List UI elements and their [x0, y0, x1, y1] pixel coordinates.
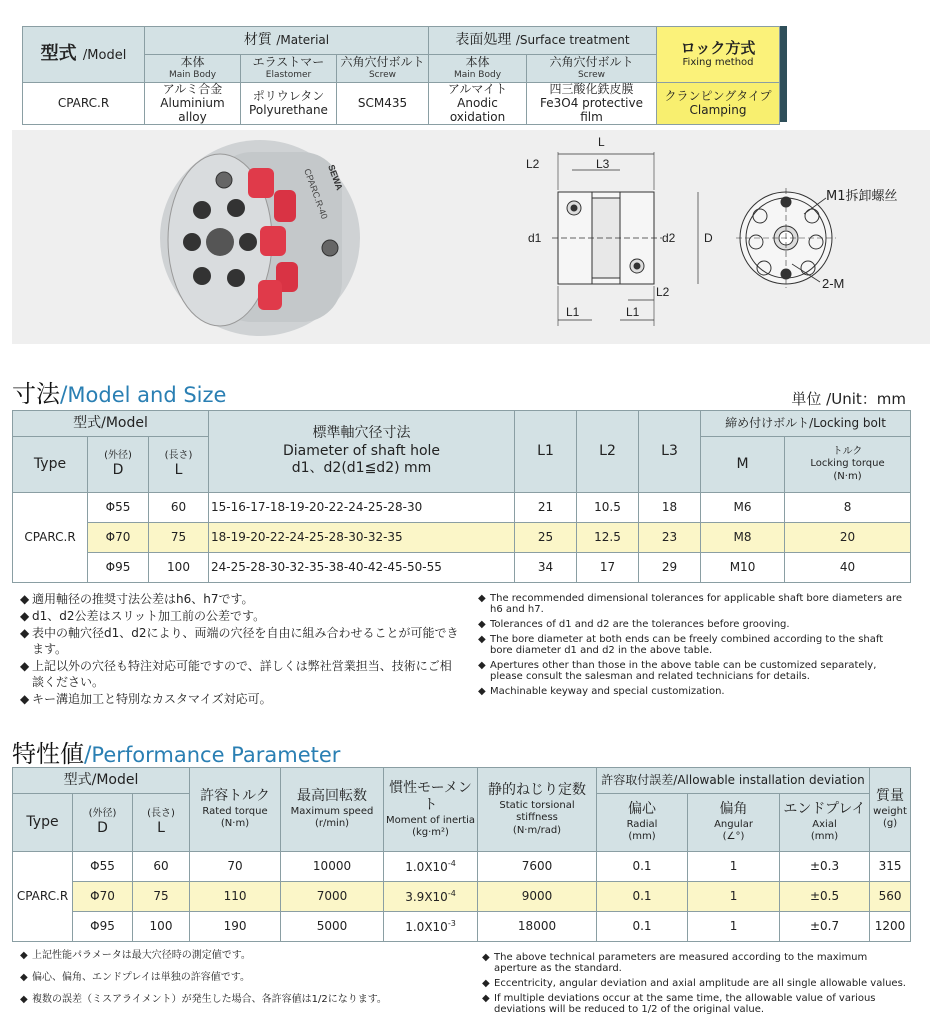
perf-cell: $1.0X10^{-3}$	[384, 912, 478, 942]
label-d1: d1	[528, 231, 542, 245]
note-item: ◆ Tolerances of d1 and d2 are the tolerances before grooving.	[478, 619, 790, 630]
size-cell: 34	[515, 553, 577, 583]
perf-cell: 0.1	[597, 852, 688, 882]
note-item: ◆ 上記以外の穴径も特注対応可能ですので、詳しくは弊社営業担当、技術にご相談ください。	[20, 659, 452, 689]
perf-cell: ±0.7	[780, 912, 870, 942]
perf-notes-en	[482, 952, 912, 1019]
perf-h-len: (長さ) L	[133, 794, 190, 852]
size-table	[12, 410, 911, 583]
table-row	[13, 912, 911, 942]
size-cell: 15-16-17-18-19-20-22-24-25-28-30	[209, 493, 515, 523]
sub-screw: 六角穴付ボルト Screw	[337, 55, 429, 83]
perf-cell: 10000	[281, 852, 384, 882]
mat-fixing: クランピングタイプ Clamping	[657, 83, 780, 125]
size-h-l3: L3	[639, 411, 701, 493]
size-cell: 18-19-20-22-24-25-28-30-32-35	[209, 523, 515, 553]
size-cell: M8	[701, 523, 785, 553]
mat-elastomer: ポリウレタン Polyurethane	[241, 83, 337, 125]
table-row	[13, 493, 911, 523]
mat-surf-body: アルマイト Anodic oxidation	[429, 83, 527, 125]
material-table-wrap	[22, 26, 787, 122]
front-view-drawing	[736, 188, 836, 288]
size-h-od: (外径) D	[88, 437, 149, 493]
unit-label: 単位 /Unit：mm	[791, 390, 906, 408]
perf-cell: 75	[133, 882, 190, 912]
size-cell: Φ95	[88, 553, 149, 583]
product-marking: CPARC.R-40	[302, 167, 330, 221]
note-item: ◆ 偏心、偏角、エンドプレイは単独の許容値です。	[20, 972, 250, 983]
note-item: ◆ The above technical parameters are measured according to the maximum aperture as the standard.	[482, 952, 868, 974]
perf-heading: 特性値/Performance Parameter	[12, 740, 341, 768]
size-h-torque: トルク Locking torque (N·m)	[785, 437, 911, 493]
size-cell: 40	[785, 553, 911, 583]
sub-surface-screw: 六角穴付ボルト Screw	[527, 55, 657, 83]
size-h-bolt: 締め付けボルト/Locking bolt	[701, 411, 911, 437]
size-cell: 20	[785, 523, 911, 553]
product-image-panel	[12, 130, 930, 344]
size-notes-en	[478, 593, 908, 701]
perf-cell: 1	[688, 882, 780, 912]
size-cell: M6	[701, 493, 785, 523]
size-cell: 75	[149, 523, 209, 553]
note-item: ◆ The bore diameter at both ends can be freely combined according to the shaft bore diameter d1 and d2 in the above table.	[478, 634, 884, 656]
note-item: ◆ Apertures other than those in the above table can be customized separately, please consult the salesman and related technicians for details.	[478, 660, 877, 682]
perf-cell: $1.0X10^{-4}$	[384, 852, 478, 882]
perf-cell: 560	[870, 882, 911, 912]
note-item: ◆ 上記性能パラメータは最大穴径時の測定値です。	[20, 950, 251, 961]
perf-h-speed: 最高回転数 Maximum speed (r/min)	[281, 768, 384, 852]
perf-h-dev: 許容取付誤差/Allowable installation deviation	[597, 768, 870, 794]
sub-main-body: 本体 Main Body	[145, 55, 241, 83]
perf-h-model: 型式/Model	[13, 768, 190, 794]
size-h-l1: L1	[515, 411, 577, 493]
coupling-photo	[160, 140, 360, 336]
size-cell: 29	[639, 553, 701, 583]
label-D: D	[704, 231, 713, 245]
perf-h-radial: 偏心 Radial (mm)	[597, 794, 688, 852]
material-table	[22, 26, 780, 125]
size-cell: Φ55	[88, 493, 149, 523]
label-2M: 2-M	[822, 276, 845, 291]
size-cell: Φ70	[88, 523, 149, 553]
size-cell: 18	[639, 493, 701, 523]
label-L: L	[598, 135, 605, 149]
label-M1: M1拆卸螺丝	[826, 189, 898, 204]
label-L1b: L1	[626, 305, 640, 319]
note-item: ◆ Eccentricity, angular deviation and axial amplitude are all single allowable values.	[482, 978, 906, 989]
size-cell: 12.5	[577, 523, 639, 553]
perf-table	[12, 767, 911, 942]
label-L1a: L1	[566, 305, 580, 319]
mat-screw: SCM435	[337, 83, 429, 125]
side-view-drawing	[552, 152, 698, 326]
perf-cell: 315	[870, 852, 911, 882]
perf-cell: 1	[688, 852, 780, 882]
size-heading: 寸法/Model and Size	[12, 380, 227, 408]
perf-h-stiff: 静的ねじり定数 Static torsional stiffness (N·m/rad)	[478, 768, 597, 852]
size-h-shaft: 標準軸穴径寸法 Diameter of shaft hole d1、d2(d1≦d2) mm	[209, 411, 515, 493]
perf-type: CPARC.R	[13, 852, 73, 942]
perf-cell: 7000	[281, 882, 384, 912]
perf-h-inertia: 慣性モーメント Moment of inertia (kg·m²)	[384, 768, 478, 852]
perf-h-weight: 質量 weight (g)	[870, 768, 911, 852]
perf-cell: 1200	[870, 912, 911, 942]
perf-cell: $3.9X10^{-4}$	[384, 882, 478, 912]
perf-cell: ±0.5	[780, 882, 870, 912]
model-header: 型式 /Model	[23, 27, 145, 83]
note-item: ◆ 表中の軸穴径d1、d2により、両端の穴径を自由に組み合わせることが可能できます。	[20, 626, 459, 656]
perf-cell: 110	[190, 882, 281, 912]
note-item: ◆ 複数の誤差（ミスアライメント）が発生した場合、各許容値は1/2になります。	[20, 994, 387, 1005]
note-item: ◆ 適用軸径の推奨寸法公差はh6、h7です。	[20, 592, 254, 606]
note-item: ◆ d1、d2公差はスリット加工前の公差です。	[20, 609, 266, 623]
size-h-type: Type	[13, 437, 88, 493]
perf-cell: 0.1	[597, 882, 688, 912]
size-cell: 10.5	[577, 493, 639, 523]
size-cell: 21	[515, 493, 577, 523]
perf-cell: 9000	[478, 882, 597, 912]
sub-surface-body: 本体 Main Body	[429, 55, 527, 83]
table-row	[13, 523, 911, 553]
surface-header: 表面処理 /Surface treatment	[429, 27, 657, 55]
note-item: ◆ The recommended dimensional tolerances for applicable shaft bore diameters are h6 and h7.	[478, 593, 903, 615]
note-item: ◆ Machinable keyway and special customization.	[478, 686, 725, 697]
product-drawing	[12, 130, 930, 344]
perf-cell: Φ70	[73, 882, 133, 912]
perf-cell: Φ95	[73, 912, 133, 942]
perf-cell: 0.1	[597, 912, 688, 942]
size-cell: M10	[701, 553, 785, 583]
perf-cell: 1	[688, 912, 780, 942]
size-notes-jp	[20, 591, 460, 708]
note-item: ◆ If multiple deviations occur at the same time, the allowable value of various deviations will be reduced to 1/2 of the original value.	[482, 993, 876, 1015]
perf-cell: Φ55	[73, 852, 133, 882]
perf-cell: 7600	[478, 852, 597, 882]
perf-h-torque: 許容トルク Rated torque (N·m)	[190, 768, 281, 852]
mat-body: アルミ合金 Aluminium alloy	[145, 83, 241, 125]
label-L2: L2	[526, 157, 540, 171]
perf-cell: 60	[133, 852, 190, 882]
sub-elastomer: エラストマー Elastomer	[241, 55, 337, 83]
perf-notes-jp	[20, 950, 480, 1007]
size-type: CPARC.R	[13, 493, 88, 583]
table-row	[13, 852, 911, 882]
perf-cell: 190	[190, 912, 281, 942]
perf-cell: 18000	[478, 912, 597, 942]
mat-surf-screw: 四三酸化鉄皮膜 Fe3O4 protective film	[527, 83, 657, 125]
size-h-len: (長さ) L	[149, 437, 209, 493]
size-h-l2: L2	[577, 411, 639, 493]
table-row	[13, 553, 911, 583]
material-header: 材質 /Material	[145, 27, 429, 55]
size-cell: 17	[577, 553, 639, 583]
perf-h-od: (外径) D	[73, 794, 133, 852]
label-L2b: L2	[656, 285, 670, 299]
perf-h-angular: 偏角 Angular (∠°)	[688, 794, 780, 852]
size-cell: 8	[785, 493, 911, 523]
table-row	[13, 882, 911, 912]
mat-model: CPARC.R	[23, 83, 145, 125]
size-h-model: 型式/Model	[13, 411, 209, 437]
note-item: ◆ キー溝追加工と特別なカスタマイズ対応可。	[20, 692, 272, 706]
fixing-header: ロック方式 Fixing method	[657, 27, 780, 83]
perf-h-axial: エンドプレイ Axial (mm)	[780, 794, 870, 852]
label-L3: L3	[596, 157, 610, 171]
label-d2: d2	[662, 231, 676, 245]
perf-cell: 5000	[281, 912, 384, 942]
size-h-m: M	[701, 437, 785, 493]
size-cell: 23	[639, 523, 701, 553]
perf-h-type: Type	[13, 794, 73, 852]
brand-marking: SEWA	[326, 163, 345, 192]
size-cell: 25	[515, 523, 577, 553]
size-cell: 24-25-28-30-32-35-38-40-42-45-50-55	[209, 553, 515, 583]
size-cell: 60	[149, 493, 209, 523]
perf-cell: 70	[190, 852, 281, 882]
size-cell: 100	[149, 553, 209, 583]
perf-cell: 100	[133, 912, 190, 942]
perf-cell: ±0.3	[780, 852, 870, 882]
